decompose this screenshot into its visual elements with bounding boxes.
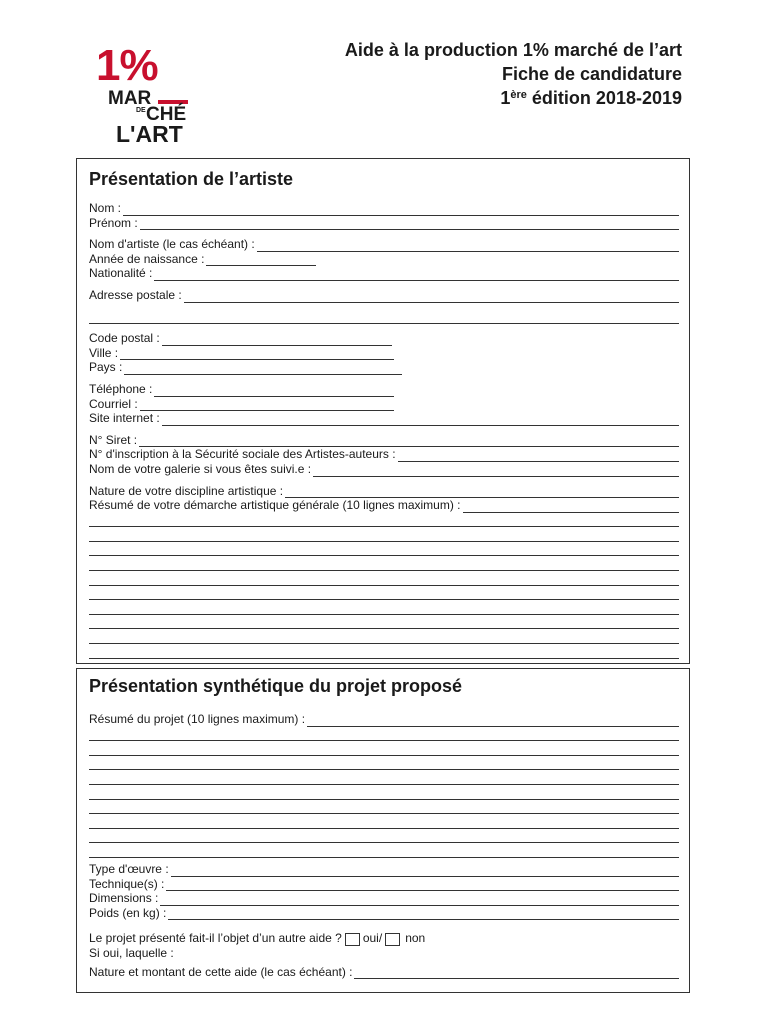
fill-line[interactable]: [89, 603, 679, 615]
field-label: Adresse postale :: [89, 287, 182, 302]
field-annee-naissance[interactable]: [89, 252, 679, 267]
field-galerie[interactable]: [89, 462, 679, 477]
fill-line[interactable]: [123, 204, 679, 216]
fill-line[interactable]: [89, 544, 679, 556]
demarche-line[interactable]: [89, 513, 679, 528]
field-ville[interactable]: [89, 346, 679, 361]
field-nom[interactable]: [89, 201, 679, 216]
field-label: Dimensions :: [89, 891, 159, 906]
field-label: Nationalité :: [89, 266, 153, 281]
fill-line[interactable]: [89, 729, 679, 741]
fill-line[interactable]: [89, 588, 679, 600]
checkbox-oui[interactable]: [345, 933, 360, 946]
field-label: Année de naissance :: [89, 251, 205, 266]
field-label: Type d'œuvre :: [89, 861, 169, 876]
field-telephone[interactable]: [89, 382, 679, 397]
fill-line[interactable]: [124, 363, 402, 375]
field-label: Nom d'artiste (le cas échéant) :: [89, 237, 255, 252]
logo-che: CHÉ: [146, 104, 187, 125]
fill-line[interactable]: [171, 865, 679, 877]
fill-line[interactable]: [184, 291, 679, 303]
fill-line[interactable]: [89, 530, 679, 542]
field-resume-projet[interactable]: [89, 712, 679, 727]
field-nature-montant[interactable]: [89, 965, 679, 980]
field-discipline[interactable]: [89, 484, 679, 499]
field-code-postal[interactable]: [89, 331, 679, 346]
fill-line[interactable]: [140, 218, 679, 230]
logo-de: DE: [136, 107, 146, 114]
field-dimensions[interactable]: [89, 891, 679, 906]
projet-line[interactable]: [89, 843, 679, 858]
field-label: Si oui, laquelle :: [89, 945, 174, 960]
fill-line[interactable]: [257, 240, 679, 252]
projet-line[interactable]: [89, 727, 679, 742]
fill-line[interactable]: [162, 414, 679, 426]
fill-line[interactable]: [89, 632, 679, 644]
projet-line[interactable]: [89, 829, 679, 844]
field-label: Code postal :: [89, 331, 160, 346]
demarche-line[interactable]: [89, 571, 679, 586]
field-pays[interactable]: [89, 360, 679, 375]
demarche-line[interactable]: [89, 615, 679, 630]
fill-line[interactable]: [206, 254, 316, 266]
field-label: Poids (en kg) :: [89, 905, 167, 920]
demarche-line[interactable]: [89, 600, 679, 615]
fill-line[interactable]: [154, 385, 394, 397]
field-siret[interactable]: [89, 433, 679, 448]
field-label: Téléphone :: [89, 381, 153, 396]
edition-years: édition 2018-2019: [526, 88, 682, 108]
field-autre-aide: [89, 931, 679, 946]
logo-lart: L'ART: [116, 121, 183, 147]
demarche-line[interactable]: [89, 542, 679, 557]
fill-line[interactable]: [168, 908, 679, 920]
field-label: Ville :: [89, 345, 119, 360]
fill-line[interactable]: [89, 817, 679, 829]
checkbox-non[interactable]: [385, 933, 400, 946]
demarche-line[interactable]: [89, 644, 679, 659]
field-adresse-cont[interactable]: [89, 310, 679, 325]
fill-line[interactable]: [154, 269, 679, 281]
fill-line[interactable]: [89, 559, 679, 571]
field-nationalite[interactable]: [89, 266, 679, 281]
fill-line[interactable]: [89, 744, 679, 756]
fill-line[interactable]: [139, 435, 679, 447]
fill-line[interactable]: [354, 967, 679, 979]
logo-1-pourcent-marche-de-lart: [96, 41, 200, 147]
projet-line[interactable]: [89, 814, 679, 829]
field-label: Résumé du projet (10 lignes maximum) :: [89, 712, 306, 726]
field-nom-artiste[interactable]: [89, 237, 679, 252]
field-courriel[interactable]: [89, 397, 679, 412]
section-artist: [76, 158, 690, 664]
field-label: N° Siret :: [89, 432, 138, 447]
fill-line[interactable]: [285, 486, 679, 498]
demarche-line[interactable]: [89, 629, 679, 644]
field-label: Nom :: [89, 201, 122, 215]
fill-line[interactable]: [313, 465, 679, 477]
field-label: Site internet :: [89, 411, 160, 426]
field-label: Prénom :: [89, 215, 138, 230]
fill-line[interactable]: [89, 802, 679, 814]
field-site-internet[interactable]: [89, 411, 679, 426]
field-prenom[interactable]: [89, 216, 679, 231]
fill-line[interactable]: [463, 501, 679, 513]
section-projet-title: Présentation synthétique du projet proposé: [89, 676, 463, 696]
field-label: Nature de votre discipline artistique :: [89, 483, 284, 498]
edition-number: 1: [500, 88, 511, 108]
fill-line[interactable]: [398, 450, 679, 462]
label-oui: oui/: [362, 931, 383, 946]
projet-line[interactable]: [89, 800, 679, 815]
projet-line[interactable]: [89, 785, 679, 800]
label-non: non: [405, 931, 426, 946]
projet-line[interactable]: [89, 756, 679, 771]
field-technique[interactable]: [89, 877, 679, 892]
fill-line[interactable]: [89, 617, 679, 629]
demarche-line[interactable]: [89, 527, 679, 542]
field-label: N° d'inscription à la Sécurité sociale des Artistes-auteurs :: [89, 447, 396, 462]
field-label: Nature et montant de cette aide (le cas échéant) :: [89, 964, 353, 979]
fill-line[interactable]: [166, 879, 679, 891]
field-poids[interactable]: [89, 906, 679, 921]
header-title: Aide à la production 1% marché de l’art: [344, 40, 682, 60]
section-artist-title: Présentation de l’artiste: [89, 169, 294, 189]
fill-line[interactable]: [89, 758, 679, 770]
fill-line[interactable]: [160, 894, 679, 906]
fill-line[interactable]: [89, 831, 679, 843]
header-subtitle: Fiche de candidature: [501, 64, 682, 84]
field-label: Pays :: [89, 360, 123, 375]
demarche-line[interactable]: [89, 556, 679, 571]
field-label: Technique(s) :: [89, 876, 165, 891]
fill-line[interactable]: [307, 715, 679, 727]
fill-line[interactable]: [89, 773, 679, 785]
header-edition: [345, 86, 682, 110]
demarche-line[interactable]: [89, 586, 679, 601]
fill-line[interactable]: [120, 348, 394, 360]
projet-line[interactable]: [89, 741, 679, 756]
field-label: Résumé de votre démarche artistique générale (10 lignes maximum) :: [89, 498, 461, 513]
field-label: Nom de votre galerie si vous êtes suivi.e :: [89, 461, 312, 476]
fill-line[interactable]: [89, 312, 679, 324]
edition-sup: ère: [510, 89, 527, 101]
field-type-oeuvre[interactable]: [89, 862, 679, 877]
field-demarche[interactable]: [89, 498, 679, 513]
fill-line[interactable]: [89, 515, 679, 527]
logo-mar: MAR: [108, 88, 152, 109]
field-label: Courriel :: [89, 396, 138, 411]
fill-line[interactable]: [162, 334, 392, 346]
projet-line[interactable]: [89, 770, 679, 785]
fill-line[interactable]: [89, 574, 679, 586]
field-si-oui: [89, 946, 679, 961]
fill-line[interactable]: [89, 846, 679, 858]
document-header: [345, 38, 682, 110]
section-projet: [76, 668, 690, 993]
field-label: Le projet présenté fait-il l’objet d’un autre aide ?: [89, 931, 342, 946]
fill-line[interactable]: [89, 788, 679, 800]
fill-line[interactable]: [89, 647, 679, 659]
fill-line[interactable]: [140, 399, 394, 411]
logo-percent: 1%: [96, 41, 158, 90]
field-secu[interactable]: [89, 447, 679, 462]
field-adresse[interactable]: [89, 288, 679, 303]
